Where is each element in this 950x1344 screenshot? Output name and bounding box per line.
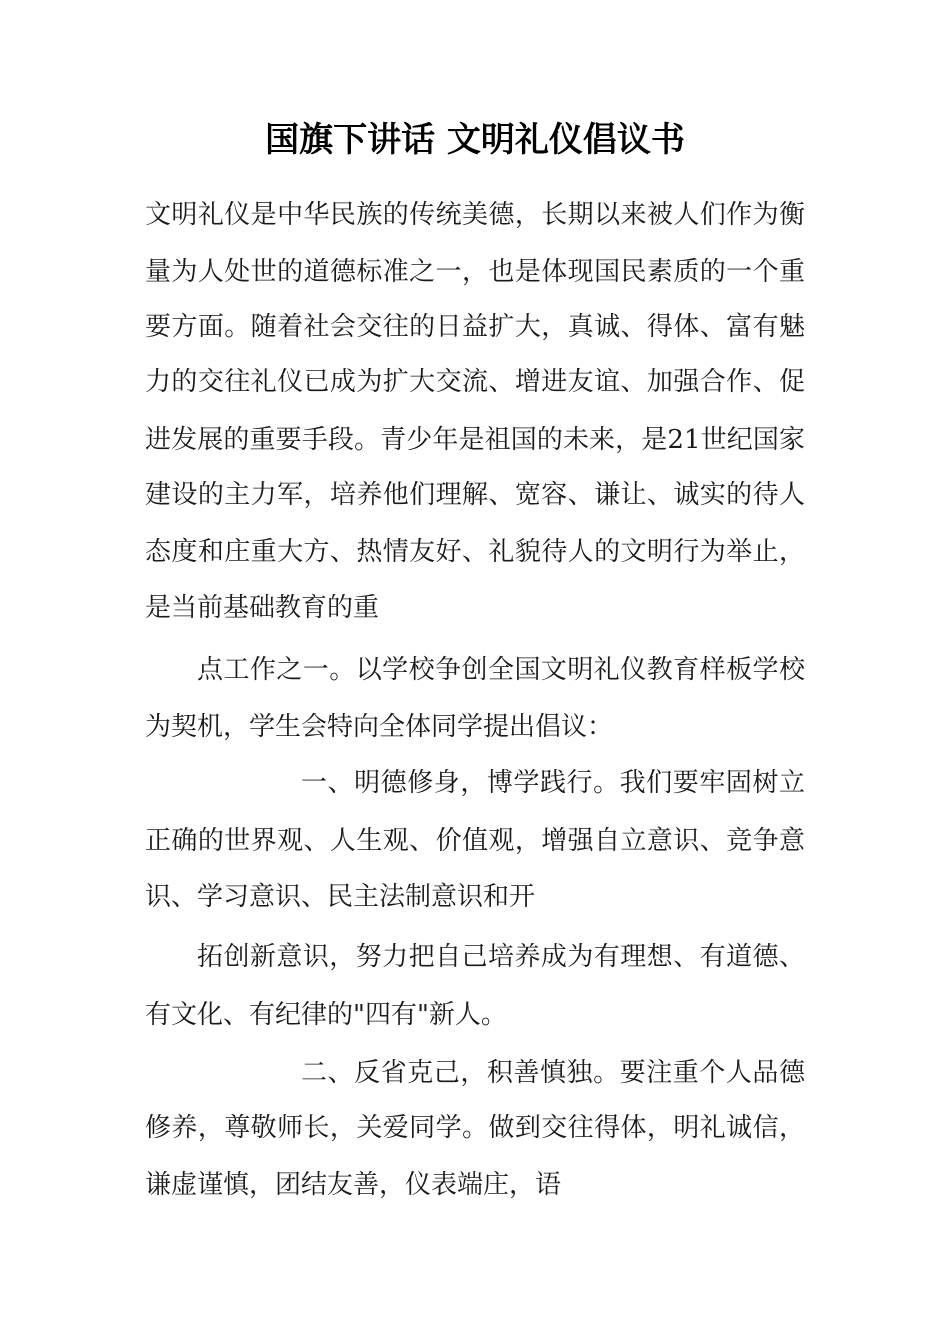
paragraph-1-line-1: 文明礼仪是中华民族的传统美德，长期以来被人们作为衡: [145, 200, 805, 230]
paragraph-4-line-1: 拓创新意识，努力把自己培养成为有理想、有道德、: [197, 942, 805, 972]
paragraph-1-line-6: 建设的主力军，培养他们理解、宽容、谦让、诚实的待人: [145, 480, 805, 510]
paragraph-4-line-2: 有文化、有纪律的"四有"新人。: [145, 1000, 507, 1030]
paragraph-3-line-1: 一、明德修身，博学践行。我们要牢固树立: [301, 768, 805, 798]
paragraph-1-line-2: 量为人处世的道德标准之一，也是体现国民素质的一个重: [145, 257, 805, 287]
paragraph-1-line-4: 力的交往礼仪已成为扩大交流、增进友谊、加强合作、促: [145, 367, 805, 397]
paragraph-2-line-2: 为契机，学生会特向全体同学提出倡议：: [145, 712, 614, 742]
paragraph-5-line-2: 修养，尊敬师长，关爱同学。做到交往得体，明礼诚信，: [145, 1113, 805, 1143]
paragraph-2-line-1: 点工作之一。以学校争创全国文明礼仪教育样板学校: [197, 655, 805, 685]
paragraph-3-line-2: 正确的世界观、人生观、价值观，增强自立意识、竞争意: [145, 826, 805, 856]
paragraph-1-line-5: 进发展的重要手段。青少年是祖国的未来，是21世纪国家: [145, 425, 805, 455]
paragraph-1-line-3: 要方面。随着社会交往的日益扩大，真诚、得体、富有魅: [145, 312, 805, 342]
paragraph-5-line-1: 二、反省克己，积善慎独。要注重个人品德: [301, 1058, 805, 1088]
paragraph-1-line-7: 态度和庄重大方、热情友好、礼貌待人的文明行为举止，: [145, 537, 805, 567]
paragraph-3-line-3: 识、学习意识、民主法制意识和开: [145, 882, 536, 912]
paragraph-1-line-8: 是当前基础教育的重: [145, 593, 380, 623]
document-title: 国旗下讲话 文明礼仪倡议书: [265, 120, 685, 160]
paragraph-5-line-3: 谦虚谨慎，团结友善，仪表端庄，语: [145, 1170, 562, 1200]
